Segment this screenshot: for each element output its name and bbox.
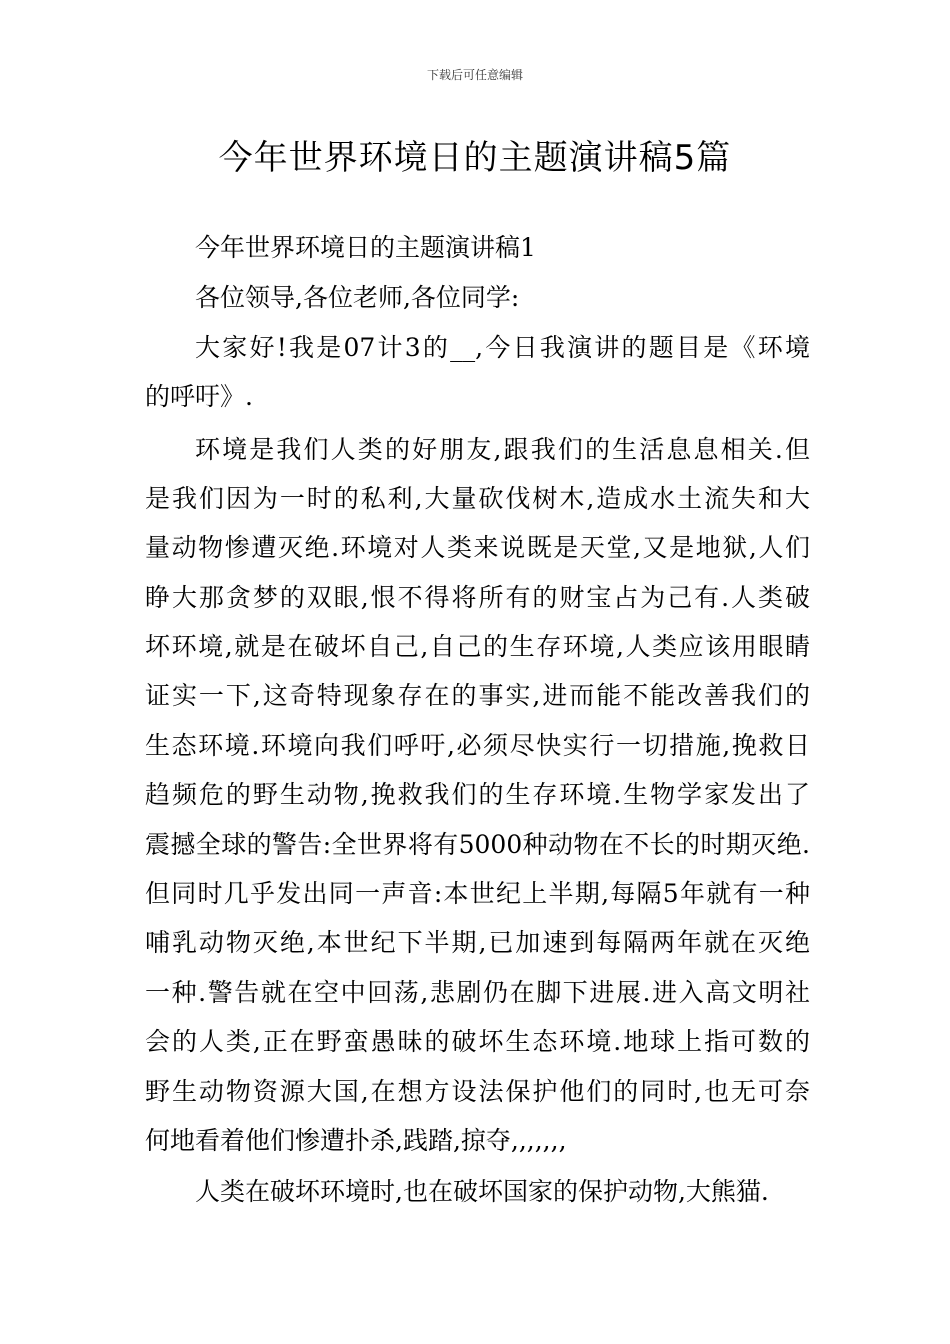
paragraph-line: 野生动物资源大国,在想方设法保护他们的同时,也无可奈	[145, 1077, 810, 1106]
paragraph-line: 生态环境.环境向我们呼吁,必须尽快实行一切措施,挽救日	[145, 731, 810, 760]
paragraph-line: 各位领导,各位老师,各位同学:	[195, 283, 520, 312]
paragraph-line: 是我们因为一时的私利,大量砍伐树木,造成水土流失和大	[145, 484, 810, 513]
paragraph-line: 量动物惨遭灭绝.环境对人类来说既是天堂,又是地狱,人们	[145, 533, 810, 562]
document-title: 今年世界环境日的主题演讲稿5篇	[218, 138, 732, 178]
paragraph-line: 一种.警告就在空中回荡,悲剧仍在脚下进展.进入高文明社	[145, 978, 810, 1007]
paragraph-line: 坏环境,就是在破坏自己,自己的生存环境,人类应该用眼睛	[145, 632, 810, 661]
paragraph-line: 证实一下,这奇特现象存在的事实,进而能不能改善我们的	[145, 681, 810, 710]
paragraph-line: 但同时几乎发出同一声音:本世纪上半期,每隔5年就有一种	[145, 879, 810, 908]
paragraph-line: 趋频危的野生动物,挽救我们的生存环境.生物学家发出了	[145, 780, 810, 809]
paragraph-line: 大家好!我是07计3的__,今日我演讲的题目是《环境	[195, 333, 810, 362]
paragraph-line: 何地看着他们惨遭扑杀,践踏,掠夺,,,,,,,	[145, 1126, 567, 1155]
header-note: 下载后可任意编辑	[426, 68, 523, 82]
paragraph-line: 人类在破坏环境时,也在破坏国家的保护动物,大熊猫.	[195, 1177, 769, 1206]
paragraph-line: 震撼全球的警告:全世界将有5000种动物在不长的时期灭绝.	[145, 830, 810, 859]
section-heading: 今年世界环境日的主题演讲稿1	[195, 233, 536, 262]
paragraph-line: 哺乳动物灭绝,本世纪下半期,已加速到每隔两年就在灭绝	[145, 928, 810, 957]
paragraph-line: 的呼吁》.	[145, 382, 253, 411]
paragraph-line: 环境是我们人类的好朋友,跟我们的生活息息相关.但	[195, 435, 810, 464]
paragraph-line: 会的人类,正在野蛮愚昧的破坏生态环境.地球上指可数的	[145, 1027, 810, 1056]
paragraph-line: 睁大那贪梦的双眼,恨不得将所有的财宝占为己有.人类破	[145, 583, 810, 612]
